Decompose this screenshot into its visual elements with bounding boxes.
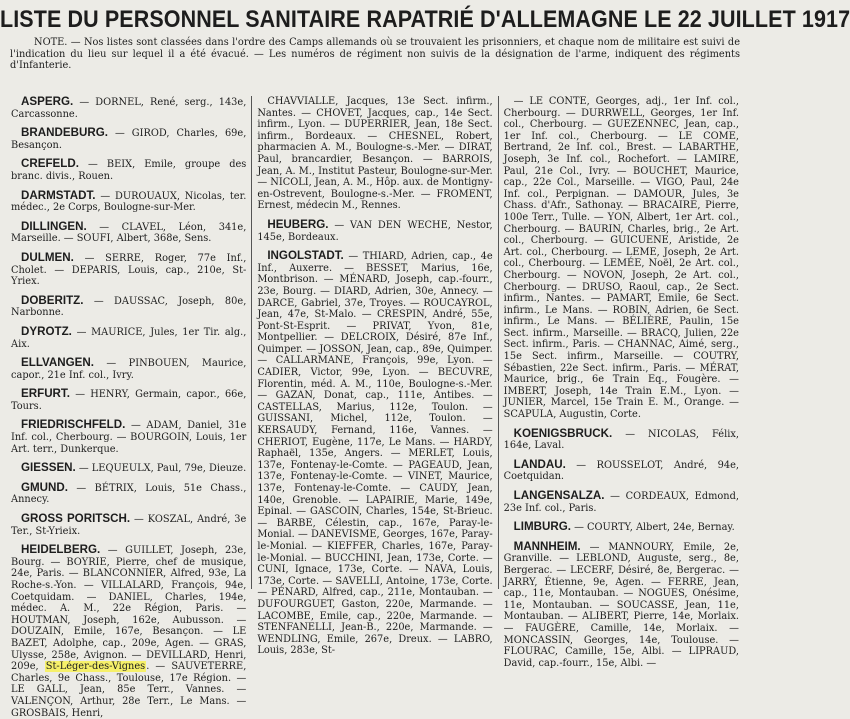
camp-name: HEUBERG. xyxy=(267,217,329,231)
camp-entry xyxy=(11,462,246,475)
camp-name: ELLVANGEN. xyxy=(21,356,94,370)
camp-entry xyxy=(11,513,246,537)
camp-name: GMUND. xyxy=(21,480,69,494)
camp-name: ERFURT. xyxy=(21,387,70,401)
camp-entry xyxy=(504,428,739,452)
entry-text: — VAN DEN WECHE, Nestor, 145e, Bordeaux. xyxy=(257,219,493,243)
camp-entry xyxy=(11,190,246,214)
camp-entry xyxy=(257,250,492,657)
entry-text: — DORNEL, René, serg., 143e, Carcassonne. xyxy=(11,97,247,120)
camp-entry xyxy=(257,219,492,243)
camp-name: DARMSTADT. xyxy=(21,188,96,202)
entry-text: — ROUSSELOT, André, 94e, Coetquidan. xyxy=(503,459,739,483)
entry-text: — HENRY, Germain, capor., 66e, Tours. xyxy=(11,389,247,412)
camp-name: DILLINGEN. xyxy=(21,219,87,233)
highlighted-place: St-Léger-des-Vignes xyxy=(45,661,146,673)
entry-text-tail: . — SAUVETERRE, Charles, 9e Chass., Toulouse, 17e Région. — LE GALL, Jean, 85e Terr., Vannes. — VALENÇON, Arthur, 28e Terr., Le Mans. — GROSBAIS, Henri, xyxy=(11,661,247,719)
entry-text: — BEIX, Emile, groupe des branc. divis., Rouen. xyxy=(11,159,247,182)
camp-name: GROSS PORITSCH. xyxy=(21,512,131,526)
entry-text: — DAUSSAC, Joseph, 80e, Narbonne. xyxy=(11,295,247,319)
column-1 xyxy=(6,95,251,719)
entry-text: — CORDEAUX, Edmond, 23e Inf. col., Paris. xyxy=(503,491,739,514)
camp-name: GIESSEN. xyxy=(21,461,76,475)
entry-text: — DUROUAUX, Nicolas, ter. médec., 2e Corps, Boulogne-sur-Mer. xyxy=(11,190,247,214)
entry-text: — BÉTRIX, Louis, 51e Chass., Annecy. xyxy=(11,482,247,506)
entry-text: — NICOLAS, Félix, 164e, Laval. xyxy=(503,428,739,452)
camp-entry xyxy=(504,459,739,483)
camp-name: BRANDEBURG. xyxy=(21,126,108,140)
entry-text: — SERRE, Roger, 77e Inf., Cholet. — DEPARIS, Louis, cap., 210e, St-Yriex. xyxy=(11,252,247,288)
camp-entry xyxy=(11,252,246,288)
camp-entry xyxy=(11,482,246,506)
camp-name: CREFELD. xyxy=(21,157,79,171)
note-text: NOTE. — Nos listes sont classées dans l'ordre des Camps allemands où se trouvaient les prisonniers, et chaque nom de militaire est suivi de l'indication du lieu sur lequel il a été évacué. — Les numéros de régiment non suivis de la désignation de l'arme, indiquent des régiments d'Infanterie. xyxy=(10,37,740,72)
camp-name: FRIEDRISCHFELD. xyxy=(21,418,126,432)
camp-entry xyxy=(11,221,246,245)
column-3 xyxy=(498,96,744,669)
camp-entry xyxy=(11,388,246,412)
entry-text: — LE CONTE, Georges, adj., 1er Inf. col., Cherbourg. — DURRWELL, Georges, 1er Inf. col., Cherbourg. — GUEZENNEC, Jean, cap., 1er Inf. col., Cherbourg. — LE COME, Bertrand, 2e Inf. col., Brest. — LABARTHE, Joseph, 3e Inf. col., Rochefort. — LAMIRE, Paul, 21e Col., Ivry. — BOUCHET, Maurice, cap., 22e Col., Marseille. — VIGO, Paul, 24e Inf. col., Perpignan. — DAMOUR, Jules, 3e Chass. d'Afr., Sathonay. — BRACAIRE, Pierre, 100e Terr., Tulle. — YON, Albert, 1er Art. col., Cherbourg. — BAURIN, Charles, brig., 2e Art. col., Cherbourg. — GUICUENE, Aristide, 2e Art. col., Cherbourg. — LEME, Joseph, 2e Art. col., Cherbourg. — LEMÉE, Noël, 2e Art. col., Cherbourg. — NOVON, Joseph, 2e Art. col., Cherbourg. — DRUSO, Raoul, cap., 2e Sect. infirm., Nantes. — PAMART, Emile, 6e Sect. infirm., Le Mans. — ROBIN, Adrien, 6e Sect. infirm., Le Mans. — BÉLIÈRE, Paulin, 15e Sect. infirm., Marseille. — BRACQ, Julien, 22e Sect. infirm., Paris. — CHANNAC, Aimé, serg., 15e Sect. infirm., Marseille. — COUTRY, Sébastien, 22e Sect. infirm., Paris. — MÉRAT, Maurice, brig., 6e Train Eq., Fougère. — IMBERT, Joseph, 14e Train E.M., Lyon. — JUNIER, Marcel, 15e Train E. M., Orange. — SCAPULA, Augustin, Corte. xyxy=(503,96,739,421)
camp-name: LIMBURG. xyxy=(513,520,571,534)
entry-text: CHAVVIALLE, Jacques, 13e Sect. infirm., Nantes. — CHOVET, Jacques, cap., 14e Sect. infirm., Lyon. — DUPERRIER, Jean, 18e Sect. infirm., Bordeaux. — CHESNEL, Robert, pharmacien A. M., Boulogne-s.-Mer. — DIRAT, Paul, brancardier, Besançon. — BARROIS, Jean, A. M., Institut Pasteur, Boulogne-sur-Mer. — NICOLI, Jean, A. M., Hôp. aux. de Montigny-en-Ostrevent, Boulogne-s.-Mer. — FROMENT, Ernest, médecin M., Rennes. xyxy=(257,96,493,212)
entry-text: — LEQUEULX, Paul, 79e, Dieuze. xyxy=(75,463,247,475)
entry-text: — GUILLET, Joseph, 23e, Bourg. — BOYRIE, Pierre, chef de musique, 24e, Paris. — BLANCONNIER, Alfred, 93e, La Roche-s.-Yon. — VILLALARD, François, 94e, Coetquidam. — DANIEL, Charles, 194e, médec. A. M., 22e Région, Paris. — HOUTMAN, Joseph, 162e, Aubusson. — DOUZAIN, Emile, 167e, Besançon. — LE BAZET, Adolphe, cap., 209e, Agen. — GRAS, Ulysse, 258e, Avignon. — DEVILLARD, Henri, 209e, xyxy=(11,545,247,673)
camp-entry xyxy=(504,521,739,534)
camp-name: INGOLSTADT. xyxy=(267,249,344,263)
entry-text: — ADAM, Daniel, 31e Inf. col., Cherbourg. — BOURGOIN, Louis, 1er Art. terr., Dunkerque. xyxy=(11,420,247,455)
camp-entry xyxy=(11,357,246,381)
camp-entry xyxy=(504,541,739,670)
entry-text: — MAURICE, Jules, 1er Tir. alg., Aix. xyxy=(11,326,247,350)
column-2 xyxy=(251,96,497,657)
camp-entry xyxy=(11,158,246,182)
camp-name: KOENIGSBRUCK. xyxy=(513,426,613,440)
camp-entry xyxy=(11,295,246,319)
camp-name: MANNHEIM. xyxy=(513,539,581,553)
camp-entry xyxy=(504,490,739,514)
entry-text: — KOSZAL, André, 3e Ter., St-Yrieix. xyxy=(11,514,247,537)
camp-entry xyxy=(11,326,246,350)
entry-text: — CLAVEL, Léon, 341e, Marseille. — SOUFI, Albert, 368e, Sens. xyxy=(11,221,247,245)
camp-name: DULMEN. xyxy=(21,250,74,264)
entry-text: — COURTY, Albert, 24e, Bernay. xyxy=(570,522,735,534)
camp-name: DYROTZ. xyxy=(21,324,72,338)
editorial-note xyxy=(10,37,740,72)
camp-name: LANDAU. xyxy=(513,457,566,471)
camp-entry xyxy=(11,544,246,719)
entry-text: — GIROD, Charles, 69e, Besançon. xyxy=(11,128,247,151)
entry-text: — THIARD, Adrien, cap., 4e Inf., Auxerre. — BESSET, Marius, 16e, Montbrison. — MÉNARD, Joseph, cap.-fourr., 23e, Bourg. — DIARD, Adrien, 30e, Annecy. — DARCE, Gabriel, 37e, Troyes. — ROUCAYROL, Jean, 47e, St-Malo. — CRESPIN, André, 55e, Pont-St-Esprit. — PRIVAT, Yvon, 81e, Montpellier. — DELCROIX, Désiré, 87e Inf., Quimper. — JOSSON, Jean, cap., 89e, Quimper. — CALLARMANE, François, 99e, Lyon. — CADIER, Victor, 99e, Lyon. — BECUVRE, Florentin, méd. A. M., 110e, Boulogne-s.-Mer. — GAZAN, Donat, cap., 111e, Antibes. — CASTELLAS, Marius, 112e, Toulon. — GUISSANI, Michel, 112e, Toulon. — KERSAUDY, Fernand, 116e, Vannes. — CHERIOT, Eugène, 117e, Le Mans. — HARDY, Raphaël, 135e, Angers. — MERLET, Louis, 137e, Fontenay-le-Comte. — PAGEAUD, Jean, 137e, Fontenay-le-Comte. — VINET, Maurice, 137e, Fontenay-le-Comte. — CAUDY, Jean, 140e, Grenoble. — LAPAIRIE, Marie, 149e, Epinal. — GASCOIN, Charles, 154e, St-Brieuc. — BARBE, Célestin, cap., 167e, Paray-le-Monial. — DANEVISME, Georges, 167e, Paray-le-Monial. — KIEFFER, Charles, 167e, Paray-le-Monial. — BUCCHINI, Jean, 173e, Corte. — CUNI, Ignace, 173e, Corte. — NAVA, Louis, 173e, Corte. — SAVELLI, Antoine, 173e, Corte. — PÉNARD, Alfred, cap., 211e, Montauban. — DUFOURGUET, Gaston, 220e, Marmande. — LACOMBE, Emile, cap., 220e, Marmande. — STENFANELLI, Jean-B., 220e, Marmande. — WENDLING, Emile, 267e, Dreux. — LABRO, Louis, 283e, St- xyxy=(257,251,493,657)
camp-entry xyxy=(504,96,739,421)
camp-entry xyxy=(11,419,246,455)
camp-entry xyxy=(11,127,246,151)
page-title: LISTE DU PERSONNEL SANITAIRE RAPATRIÉ D'ALLEMAGNE LE 22 JUILLET 1917 xyxy=(0,6,850,33)
camp-name: LANGENSALZA. xyxy=(513,489,605,502)
columns xyxy=(6,95,744,719)
camp-name: DOBERITZ. xyxy=(21,293,84,307)
camp-entry xyxy=(11,96,246,120)
camp-entry xyxy=(257,96,492,212)
camp-name: HEIDELBERG. xyxy=(21,543,101,557)
entry-text: — PINBOUEN, Maurice, capor., 21e Inf. col., Ivry. xyxy=(11,358,247,381)
camp-name: ASPERG. xyxy=(21,95,74,108)
entry-text: — MANNOURY, Emile, 2e, Granville. — LEBLOND, Auguste, serg., 8e, Bergerac. — LECERF, Désiré, 8e, Bergerac. — JARRY, Étienne, 9e, Agen. — FERRE, Jean, cap., 11e, Montauban. — NOGUES, Onésime, 11e, Montauban. — SOUCASSE, Jean, 11e, Montauban. — ALIBERT, Pierre, 14e, Morlaix. — FAUGÈRE, Camille, 14e, Morlaix. — MONCASSIN, Georges, 14e, Toulouse. — FLOURAC, Camille, 15e, Albi. — LIPRAUD, David, cap.-fourr., 15e, Albi. — xyxy=(503,541,739,669)
